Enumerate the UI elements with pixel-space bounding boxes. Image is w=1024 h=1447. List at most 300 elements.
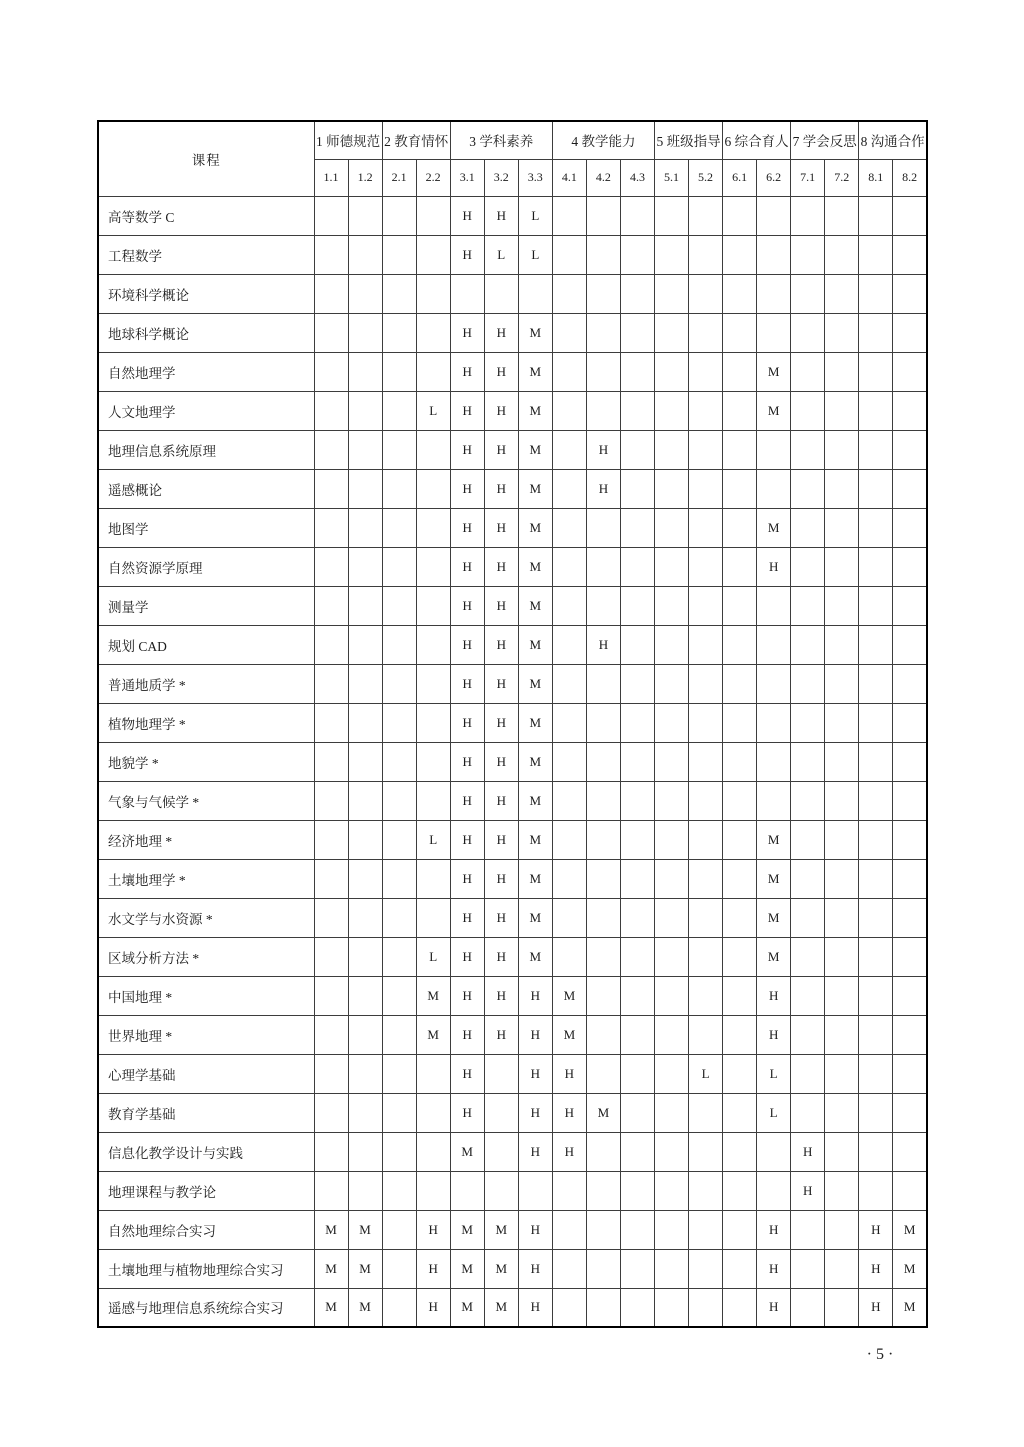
subcolumn-header: 5.2 (689, 159, 723, 196)
matrix-cell (825, 664, 859, 703)
course-name-cell: 心理学基础 (98, 1054, 314, 1093)
matrix-cell (382, 1054, 416, 1093)
matrix-cell (586, 391, 620, 430)
matrix-cell (586, 976, 620, 1015)
matrix-cell (689, 196, 723, 235)
matrix-cell: M (757, 352, 791, 391)
matrix-cell (859, 1171, 893, 1210)
group-header-row (98, 121, 927, 159)
matrix-cell (620, 859, 654, 898)
matrix-cell: H (757, 1249, 791, 1288)
matrix-cell (825, 235, 859, 274)
matrix-cell (586, 742, 620, 781)
matrix-cell (552, 1288, 586, 1327)
matrix-cell (825, 859, 859, 898)
matrix-cell (314, 196, 348, 235)
course-row (98, 1288, 927, 1327)
matrix-cell (552, 274, 586, 313)
matrix-cell (586, 274, 620, 313)
matrix-cell (791, 820, 825, 859)
matrix-cell (791, 1249, 825, 1288)
matrix-cell (689, 664, 723, 703)
competency-group-header: 6 综合育人 (723, 121, 791, 159)
matrix-cell (723, 937, 757, 976)
matrix-cell: M (518, 664, 552, 703)
matrix-cell (586, 664, 620, 703)
course-row (98, 313, 927, 352)
matrix-cell (382, 508, 416, 547)
matrix-cell (723, 235, 757, 274)
matrix-cell: M (757, 820, 791, 859)
matrix-cell (552, 820, 586, 859)
matrix-cell (348, 1171, 382, 1210)
matrix-cell (859, 430, 893, 469)
matrix-cell: L (518, 196, 552, 235)
matrix-cell (654, 1288, 688, 1327)
matrix-cell (825, 430, 859, 469)
matrix-cell (893, 1093, 927, 1132)
matrix-cell (620, 781, 654, 820)
course-row (98, 586, 927, 625)
matrix-cell (723, 898, 757, 937)
matrix-cell: H (450, 742, 484, 781)
matrix-cell (552, 664, 586, 703)
matrix-cell (620, 430, 654, 469)
matrix-cell: H (450, 196, 484, 235)
matrix-cell (757, 781, 791, 820)
course-name-cell: 规划 CAD (98, 625, 314, 664)
matrix-cell (314, 781, 348, 820)
matrix-cell (723, 1210, 757, 1249)
matrix-cell: H (484, 781, 518, 820)
subcolumn-header: 6.1 (723, 159, 757, 196)
matrix-cell: H (484, 976, 518, 1015)
matrix-cell (825, 352, 859, 391)
matrix-cell (654, 976, 688, 1015)
matrix-cell (825, 703, 859, 742)
matrix-cell (552, 742, 586, 781)
course-row (98, 352, 927, 391)
course-name-cell: 地貌学 * (98, 742, 314, 781)
matrix-cell (348, 976, 382, 1015)
matrix-cell: H (484, 352, 518, 391)
matrix-cell (654, 235, 688, 274)
matrix-cell (859, 469, 893, 508)
matrix-cell (620, 742, 654, 781)
subcolumn-header: 7.2 (825, 159, 859, 196)
matrix-cell (586, 937, 620, 976)
matrix-cell (689, 1249, 723, 1288)
course-name-cell: 土壤地理学 * (98, 859, 314, 898)
matrix-cell: H (518, 1054, 552, 1093)
matrix-cell (416, 508, 450, 547)
matrix-cell (314, 313, 348, 352)
course-row (98, 196, 927, 235)
course-name-cell: 地理信息系统原理 (98, 430, 314, 469)
matrix-cell (654, 781, 688, 820)
matrix-cell (348, 1015, 382, 1054)
matrix-cell (382, 1288, 416, 1327)
matrix-cell (382, 1093, 416, 1132)
matrix-cell: H (484, 625, 518, 664)
subcolumn-header: 8.1 (859, 159, 893, 196)
course-row (98, 664, 927, 703)
course-name-cell: 自然资源学原理 (98, 547, 314, 586)
matrix-cell (654, 664, 688, 703)
matrix-cell (586, 820, 620, 859)
matrix-cell (859, 508, 893, 547)
matrix-cell: H (450, 352, 484, 391)
matrix-cell: L (416, 937, 450, 976)
matrix-cell (825, 586, 859, 625)
matrix-cell (791, 898, 825, 937)
matrix-cell: H (450, 781, 484, 820)
matrix-cell (348, 898, 382, 937)
matrix-cell: H (484, 430, 518, 469)
matrix-cell (620, 1171, 654, 1210)
matrix-cell (382, 1015, 416, 1054)
matrix-cell (689, 859, 723, 898)
matrix-cell (382, 937, 416, 976)
matrix-cell (859, 274, 893, 313)
matrix-cell (723, 664, 757, 703)
matrix-cell (825, 391, 859, 430)
course-name-cell: 人文地理学 (98, 391, 314, 430)
matrix-cell (689, 937, 723, 976)
matrix-cell: H (518, 1249, 552, 1288)
matrix-cell (859, 586, 893, 625)
matrix-cell (859, 898, 893, 937)
matrix-cell (382, 1210, 416, 1249)
course-name-cell: 教育学基础 (98, 1093, 314, 1132)
course-name-cell: 遥感与地理信息系统综合实习 (98, 1288, 314, 1327)
matrix-cell (620, 235, 654, 274)
matrix-cell (586, 703, 620, 742)
matrix-cell (348, 196, 382, 235)
matrix-cell: M (757, 391, 791, 430)
matrix-cell (791, 469, 825, 508)
matrix-cell (723, 391, 757, 430)
matrix-cell (382, 469, 416, 508)
subcolumn-header: 2.2 (416, 159, 450, 196)
matrix-cell: H (757, 1210, 791, 1249)
matrix-cell: H (416, 1288, 450, 1327)
matrix-cell (416, 898, 450, 937)
matrix-cell (689, 352, 723, 391)
matrix-cell (654, 547, 688, 586)
matrix-cell: H (791, 1171, 825, 1210)
matrix-cell (825, 820, 859, 859)
matrix-cell: H (859, 1288, 893, 1327)
subcolumn-header: 7.1 (791, 159, 825, 196)
competency-group-header: 3 学科素养 (450, 121, 552, 159)
matrix-cell (825, 625, 859, 664)
matrix-cell (859, 235, 893, 274)
matrix-cell (382, 703, 416, 742)
matrix-cell (893, 1171, 927, 1210)
matrix-cell (689, 313, 723, 352)
matrix-cell (654, 1093, 688, 1132)
matrix-cell (791, 430, 825, 469)
matrix-cell (893, 820, 927, 859)
matrix-cell (314, 1132, 348, 1171)
matrix-cell (518, 1171, 552, 1210)
matrix-cell (791, 1015, 825, 1054)
matrix-cell: H (484, 196, 518, 235)
matrix-cell: H (484, 742, 518, 781)
course-name-cell: 植物地理学 * (98, 703, 314, 742)
matrix-cell: H (450, 313, 484, 352)
competency-group-header: 2 教育情怀 (382, 121, 450, 159)
matrix-cell (348, 703, 382, 742)
matrix-cell (757, 196, 791, 235)
matrix-cell: H (450, 703, 484, 742)
matrix-cell: H (757, 547, 791, 586)
matrix-table-head (98, 121, 927, 196)
matrix-cell (314, 1093, 348, 1132)
matrix-cell (859, 1132, 893, 1171)
matrix-cell (893, 781, 927, 820)
matrix-cell (893, 547, 927, 586)
matrix-cell: M (757, 898, 791, 937)
matrix-cell (825, 508, 859, 547)
matrix-cell (552, 508, 586, 547)
matrix-cell (620, 547, 654, 586)
matrix-cell (825, 1288, 859, 1327)
matrix-cell (552, 859, 586, 898)
course-name-cell: 测量学 (98, 586, 314, 625)
matrix-cell: H (586, 469, 620, 508)
matrix-cell: H (450, 508, 484, 547)
matrix-cell (314, 703, 348, 742)
matrix-cell: H (859, 1249, 893, 1288)
matrix-cell (382, 859, 416, 898)
matrix-cell (484, 1054, 518, 1093)
matrix-cell: H (450, 1015, 484, 1054)
subcolumn-header: 1.2 (348, 159, 382, 196)
matrix-cell (416, 1132, 450, 1171)
matrix-cell (416, 274, 450, 313)
matrix-cell (791, 625, 825, 664)
course-row (98, 742, 927, 781)
matrix-cell: M (518, 703, 552, 742)
matrix-cell (791, 859, 825, 898)
matrix-cell (348, 313, 382, 352)
matrix-cell: H (484, 898, 518, 937)
matrix-cell (791, 1093, 825, 1132)
matrix-cell (382, 625, 416, 664)
course-name-cell: 地图学 (98, 508, 314, 547)
matrix-cell (620, 313, 654, 352)
matrix-cell: M (518, 625, 552, 664)
matrix-cell (791, 547, 825, 586)
matrix-cell (552, 313, 586, 352)
subcolumn-header: 8.2 (893, 159, 927, 196)
matrix-cell: M (314, 1210, 348, 1249)
matrix-cell (348, 664, 382, 703)
matrix-cell (314, 664, 348, 703)
matrix-cell (416, 1054, 450, 1093)
matrix-cell (689, 586, 723, 625)
matrix-cell (791, 703, 825, 742)
matrix-cell (314, 352, 348, 391)
competency-group-header: 7 学会反思 (791, 121, 859, 159)
matrix-cell: M (757, 859, 791, 898)
matrix-cell (314, 235, 348, 274)
matrix-cell (791, 586, 825, 625)
course-name-cell: 水文学与水资源 * (98, 898, 314, 937)
matrix-cell: M (348, 1210, 382, 1249)
matrix-cell (757, 469, 791, 508)
matrix-cell (348, 820, 382, 859)
course-name-cell: 气象与气候学 * (98, 781, 314, 820)
matrix-cell (654, 313, 688, 352)
course-row (98, 235, 927, 274)
matrix-cell (723, 547, 757, 586)
matrix-cell (723, 976, 757, 1015)
matrix-cell (654, 1054, 688, 1093)
course-name-cell: 信息化教学设计与实践 (98, 1132, 314, 1171)
matrix-cell (586, 1210, 620, 1249)
course-name-cell: 自然地理综合实习 (98, 1210, 314, 1249)
matrix-cell: M (518, 742, 552, 781)
matrix-cell (314, 898, 348, 937)
matrix-cell: H (450, 976, 484, 1015)
matrix-cell: M (484, 1249, 518, 1288)
matrix-cell (791, 1288, 825, 1327)
course-row (98, 1210, 927, 1249)
matrix-cell (348, 235, 382, 274)
matrix-cell (859, 196, 893, 235)
matrix-cell (314, 586, 348, 625)
course-name-cell: 普通地质学 * (98, 664, 314, 703)
matrix-cell: H (450, 664, 484, 703)
matrix-cell (382, 196, 416, 235)
matrix-cell (893, 1132, 927, 1171)
matrix-cell (825, 547, 859, 586)
matrix-cell (552, 235, 586, 274)
matrix-cell (893, 196, 927, 235)
matrix-cell: M (416, 1015, 450, 1054)
matrix-cell (859, 547, 893, 586)
matrix-cell (348, 586, 382, 625)
matrix-cell (314, 625, 348, 664)
matrix-cell: M (518, 586, 552, 625)
matrix-cell (893, 937, 927, 976)
matrix-cell (586, 235, 620, 274)
matrix-cell (825, 742, 859, 781)
matrix-cell: H (484, 664, 518, 703)
matrix-cell (654, 742, 688, 781)
course-row (98, 469, 927, 508)
matrix-cell (825, 976, 859, 1015)
matrix-cell (723, 196, 757, 235)
matrix-cell (620, 1132, 654, 1171)
matrix-cell (620, 703, 654, 742)
matrix-cell (825, 1132, 859, 1171)
matrix-cell (416, 352, 450, 391)
matrix-cell: H (484, 586, 518, 625)
matrix-cell (859, 391, 893, 430)
matrix-cell (382, 1171, 416, 1210)
matrix-cell: H (518, 976, 552, 1015)
matrix-cell (416, 703, 450, 742)
course-row (98, 1015, 927, 1054)
matrix-cell: H (450, 547, 484, 586)
matrix-cell (723, 1132, 757, 1171)
matrix-cell (859, 781, 893, 820)
subcolumn-header: 3.1 (450, 159, 484, 196)
matrix-cell: M (552, 976, 586, 1015)
matrix-cell (416, 625, 450, 664)
course-row (98, 1171, 927, 1210)
matrix-cell (620, 391, 654, 430)
course-row (98, 1054, 927, 1093)
matrix-cell (825, 937, 859, 976)
matrix-cell (348, 469, 382, 508)
matrix-cell (314, 976, 348, 1015)
competency-group-header: 5 班级指导 (654, 121, 722, 159)
matrix-cell: H (552, 1054, 586, 1093)
matrix-cell (348, 1054, 382, 1093)
matrix-cell (825, 898, 859, 937)
matrix-cell (654, 625, 688, 664)
matrix-cell (586, 1132, 620, 1171)
matrix-cell (791, 1210, 825, 1249)
matrix-cell (620, 625, 654, 664)
matrix-cell (825, 1054, 859, 1093)
matrix-cell (382, 976, 416, 1015)
matrix-cell (791, 508, 825, 547)
matrix-cell (893, 274, 927, 313)
subcolumn-header: 3.3 (518, 159, 552, 196)
matrix-cell: M (518, 781, 552, 820)
matrix-cell (723, 625, 757, 664)
matrix-cell (416, 313, 450, 352)
matrix-cell (314, 820, 348, 859)
matrix-cell (893, 586, 927, 625)
matrix-cell (654, 1171, 688, 1210)
matrix-cell: H (484, 820, 518, 859)
course-name-cell: 中国地理 * (98, 976, 314, 1015)
course-name-cell: 区域分析方法 * (98, 937, 314, 976)
matrix-cell (416, 1093, 450, 1132)
matrix-cell (654, 196, 688, 235)
course-row (98, 703, 927, 742)
matrix-cell (416, 781, 450, 820)
matrix-cell (382, 274, 416, 313)
matrix-cell (382, 352, 416, 391)
matrix-cell (859, 820, 893, 859)
matrix-cell: M (518, 313, 552, 352)
matrix-cell (620, 664, 654, 703)
matrix-cell (689, 976, 723, 1015)
matrix-cell: H (757, 976, 791, 1015)
matrix-cell (484, 1171, 518, 1210)
matrix-cell (654, 352, 688, 391)
matrix-cell (382, 235, 416, 274)
matrix-cell (689, 508, 723, 547)
matrix-cell: M (518, 820, 552, 859)
matrix-cell (620, 508, 654, 547)
matrix-cell: H (484, 469, 518, 508)
course-name-cell: 地理课程与教学论 (98, 1171, 314, 1210)
matrix-cell (825, 1171, 859, 1210)
matrix-cell (757, 703, 791, 742)
course-row (98, 1132, 927, 1171)
matrix-cell (552, 1249, 586, 1288)
matrix-cell (348, 391, 382, 430)
